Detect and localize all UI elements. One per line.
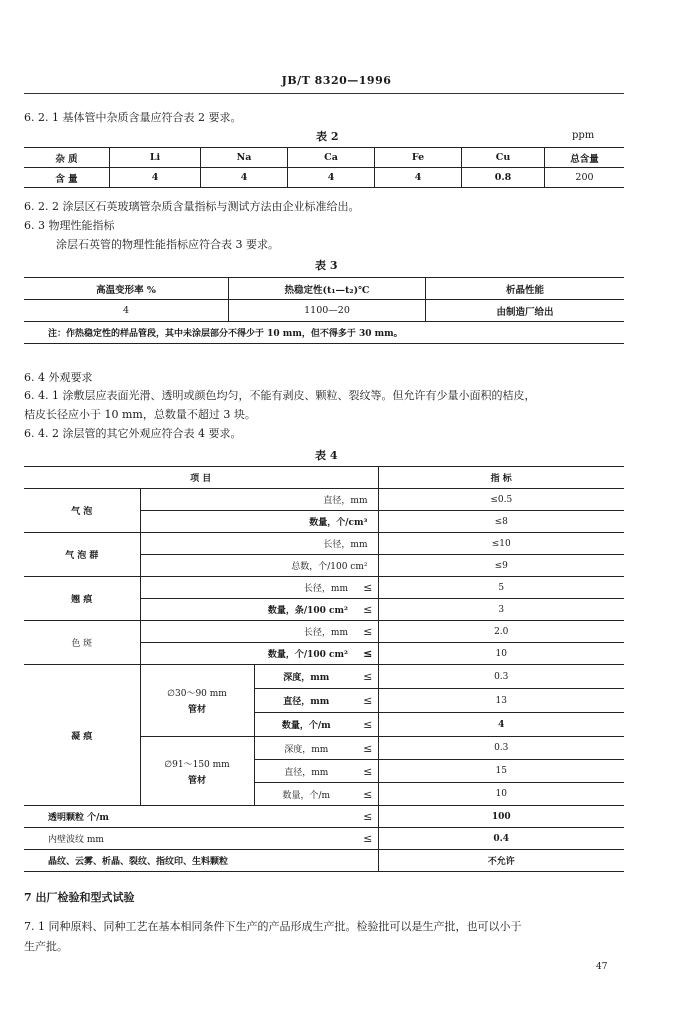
table2-header: Cu: [462, 148, 545, 168]
table2-header: 杂 质: [24, 148, 110, 168]
table4-row-label: 直径，mm: [254, 689, 358, 713]
table2-caption: 表 2: [316, 130, 339, 143]
subgroup-material: 管材: [187, 705, 206, 715]
table4-head-index: 指 标: [378, 467, 624, 489]
table2-header: Ca: [288, 148, 375, 168]
le-symbol: ≤: [358, 577, 378, 599]
table4-value: 3: [378, 599, 624, 621]
table4-row-label: 数量，个/m: [254, 713, 358, 737]
section-6-3: 6. 3 物理性能指标: [24, 219, 115, 232]
le-symbol: ≤: [358, 806, 378, 828]
table4-group-label: 翘 痕: [24, 577, 140, 621]
le-symbol: ≤: [358, 665, 378, 689]
table4-group-label: 气 泡: [24, 489, 140, 533]
table2-header: Na: [201, 148, 288, 168]
table4-value: 2.0: [378, 621, 624, 643]
section-7: 7 出厂检验和型式试验: [24, 891, 135, 904]
table4-value: 0.4: [378, 828, 624, 850]
le-symbol: ≤: [358, 621, 378, 643]
table2-cell: 4: [375, 168, 462, 188]
table4-row-label: 数量，条/100 cm²: [140, 599, 358, 621]
table4-row-label: 透明颗粒 个/m: [24, 806, 358, 828]
table4-value: ≤0.5: [378, 489, 624, 511]
header-rule: [24, 93, 624, 94]
table4-value: 10: [378, 783, 624, 806]
subgroup-size: ∅91～150 mm: [164, 759, 230, 770]
table2-header: 总含量: [545, 148, 625, 168]
le-symbol: ≤: [358, 599, 378, 621]
le-symbol: ≤: [358, 643, 378, 665]
table2-cell: 4: [288, 168, 375, 188]
table4-row-label: 深度，mm: [254, 665, 358, 689]
section-7-1-cont: 生产批。: [24, 940, 68, 953]
table4-value: 0.3: [378, 665, 624, 689]
table4-row-label: 长径，mm: [140, 533, 378, 555]
table2-cell: 0.8: [462, 168, 545, 188]
subgroup-size: ∅30～90 mm: [167, 689, 227, 699]
section-6-2-2: 6. 2. 2 涂层区石英玻璃管杂质含量指标与测试方法由企业标准给出。: [24, 200, 360, 213]
table4-value: 4: [378, 713, 624, 737]
table4-caption: 表 4: [315, 449, 338, 462]
header-standard: JB/T 8320—1996: [281, 74, 392, 87]
table4-group-label: 凝 痕: [24, 665, 140, 806]
section-6-4-2: 6. 4. 2 涂层管的其它外观应符合表 4 要求。: [24, 427, 242, 440]
table4-head-item: 项 目: [24, 467, 378, 489]
table3-note: 注：作热稳定性的样品管段，其中未涂层部分不得少于 10 mm，但不得多于 30 mm。: [24, 322, 624, 344]
section-6-4-1: 6. 4. 1 涂敷层应表面光滑、透明或颜色均匀，不能有剥皮、颗粒、裂纹等。但允许有少量小面积的桔皮，: [24, 389, 536, 402]
le-symbol: ≤: [358, 760, 378, 783]
le-symbol: ≤: [358, 689, 378, 713]
table3-cell: 4: [24, 300, 229, 322]
table2-cell: 4: [201, 168, 288, 188]
table3-header: 高温变形率 %: [24, 278, 229, 300]
table2-cell: 4: [110, 168, 201, 188]
table2-header: Li: [110, 148, 201, 168]
le-symbol: ≤: [358, 828, 378, 850]
table2-header: Fe: [375, 148, 462, 168]
table4-row-label: 数量，个/m: [254, 783, 358, 806]
table2-cell: 含 量: [24, 168, 110, 188]
table4-value: 15: [378, 760, 624, 783]
section-6-4: 6. 4 外观要求: [24, 371, 93, 384]
table4-value: 不允许: [378, 850, 624, 872]
section-6-3-text: 涂层石英管的物理性能指标应符合表 3 要求。: [56, 238, 279, 251]
table2-cell: 200: [545, 168, 625, 188]
table3-cell: 由制造厂给出: [426, 300, 625, 322]
table4-row-label: 直径，mm: [254, 760, 358, 783]
le-symbol: ≤: [358, 713, 378, 737]
table4-row-label: 数量，个/cm³: [140, 511, 378, 533]
table3-caption: 表 3: [315, 259, 338, 272]
table4-group-label: 气 泡 群: [24, 533, 140, 577]
table4-row-label: 数量，个/100 cm²: [140, 643, 358, 665]
le-symbol: ≤: [358, 783, 378, 806]
table4-row-label: 总数，个/100 cm²: [140, 555, 378, 577]
table4-value: ≤10: [378, 533, 624, 555]
table3-header: 析晶性能: [426, 278, 625, 300]
table4-value: 13: [378, 689, 624, 713]
table4-row-label: 深度，mm: [254, 737, 358, 760]
table4-row-label: 长径，mm: [140, 577, 358, 599]
table2-unit: ppm: [572, 130, 595, 141]
table4-value: 10: [378, 643, 624, 665]
table4-subgroup-label: [140, 665, 254, 737]
table4-row-label: 长径，mm: [140, 621, 358, 643]
section-7-1: 7. 1 同种原料、同种工艺在基本相同条件下生产的产品形成生产批。检验批可以是生产批，也可以小于: [24, 920, 522, 933]
table4-value: 100: [378, 806, 624, 828]
table4-row-label: 内壁波纹 mm: [24, 828, 358, 850]
page-number: 47: [596, 962, 608, 972]
table4-group-label: 色 斑: [24, 621, 140, 665]
table4: [24, 466, 624, 872]
le-symbol: ≤: [358, 737, 378, 760]
table4-value: ≤9: [378, 555, 624, 577]
table4-value: ≤8: [378, 511, 624, 533]
table4-value: 5: [378, 577, 624, 599]
table3-header: 热稳定性(t₁—t₂)℃: [229, 278, 426, 300]
table4-row-label: 直径，mm: [140, 489, 378, 511]
table4-value: 0.3: [378, 737, 624, 760]
section-6-2-1: 6. 2. 1 基体管中杂质含量应符合表 2 要求。: [24, 111, 242, 124]
table2: [24, 147, 624, 188]
section-6-4-1-cont: 桔皮长径应小于 10 mm，总数量不超过 3 块。: [24, 408, 256, 421]
table4-row-label: 晶纹、云雾、析晶、裂纹、指纹印、生料颗粒: [24, 850, 378, 872]
subgroup-material: 管材: [187, 775, 206, 786]
table3-cell: 1100—20: [229, 300, 426, 322]
table3: [24, 277, 624, 344]
table4-subgroup-label: [140, 737, 254, 806]
